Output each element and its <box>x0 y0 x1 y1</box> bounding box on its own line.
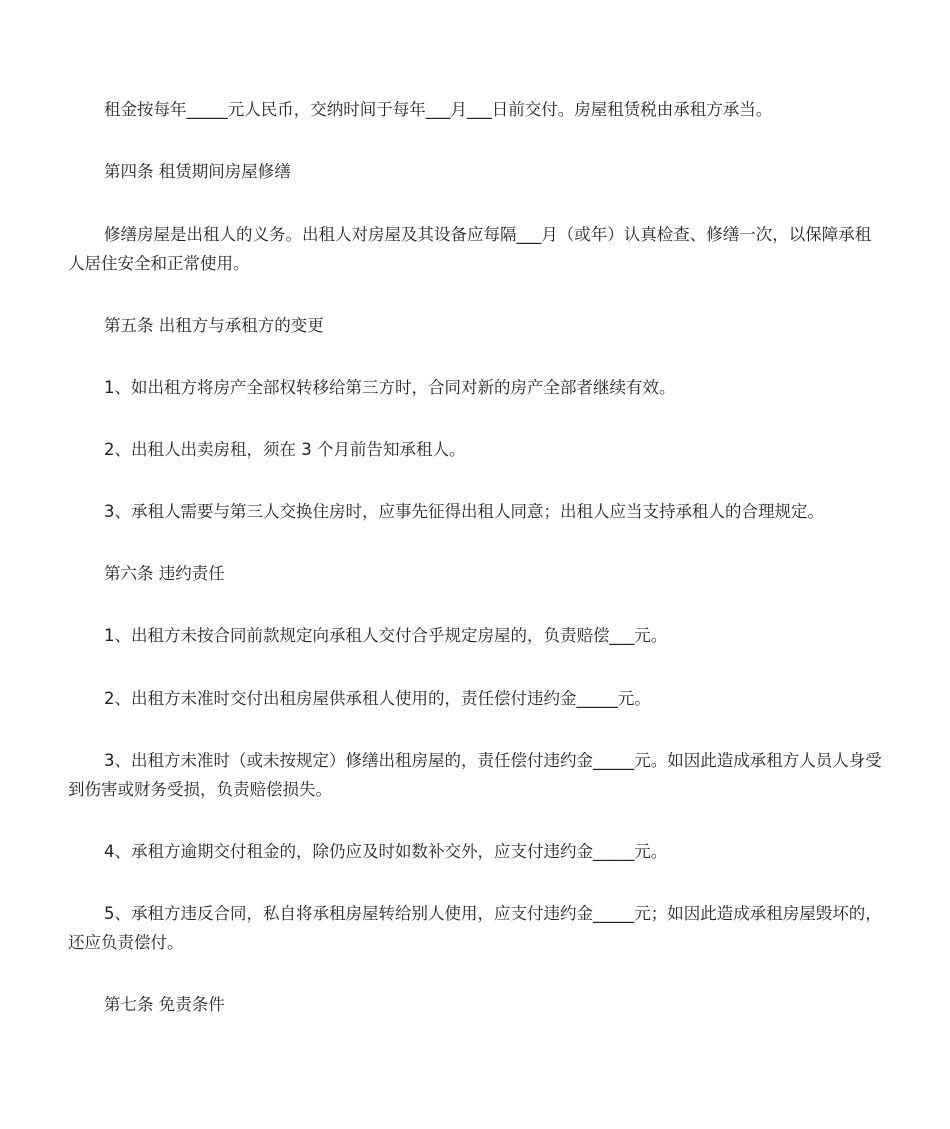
paragraph-article-5-item-3: 3、承租人需要与第三人交换住房时，应事先征得出租人同意；出租人应当支持承租人的合理规定。 <box>104 502 824 521</box>
paragraph-article-6-item-2: 2、出租方未准时交付出租房屋供承租人使用的，责任偿付违约金_____元。 <box>104 689 651 708</box>
heading-article-5: 第五条 出租方与承租方的变更 <box>104 316 324 335</box>
paragraph-repair-duty: 修缮房屋是出租人的义务。出租人对房屋及其设备应每隔___月（或年）认真检查、修缮一次，以保障承租人居住安全和正常使用。 <box>68 225 872 273</box>
paragraph-article-6-item-3: 3、出租方未准时（或未按规定）修缮出租房屋的，责任偿付违约金_____元。如因此造成承租方人员人身受到伤害或财务受损，负责赔偿损失。 <box>68 751 882 799</box>
paragraph-rent-payment: 租金按每年_____元人民币，交纳时间于每年___月___日前交付。房屋租赁税由承租方承当。 <box>104 100 773 119</box>
paragraph-article-5-item-1: 1、如出租方将房产全部权转移给第三方时，合同对新的房产全部者继续有效。 <box>104 378 676 397</box>
paragraph-article-6-item-5: 5、承租方违反合同，私自将承租房屋转给别人使用，应支付违约金_____元；如因此造成承租房屋毁坏的，还应负责偿付。 <box>68 904 882 952</box>
heading-article-7: 第七条 免责条件 <box>104 995 225 1014</box>
paragraph-article-6-item-1: 1、出租方未按合同前款规定向承租人交付合乎规定房屋的，负责赔偿___元。 <box>104 626 668 645</box>
paragraph-article-6-item-4: 4、承租方逾期交付租金的，除仍应及时如数补交外，应支付违约金_____元。 <box>104 842 668 861</box>
paragraph-article-5-item-2: 2、出租人出卖房租，须在 3 个月前告知承租人。 <box>104 440 466 459</box>
heading-article-4: 第四条 租赁期间房屋修缮 <box>104 162 291 181</box>
heading-article-6: 第六条 违约责任 <box>104 564 225 583</box>
